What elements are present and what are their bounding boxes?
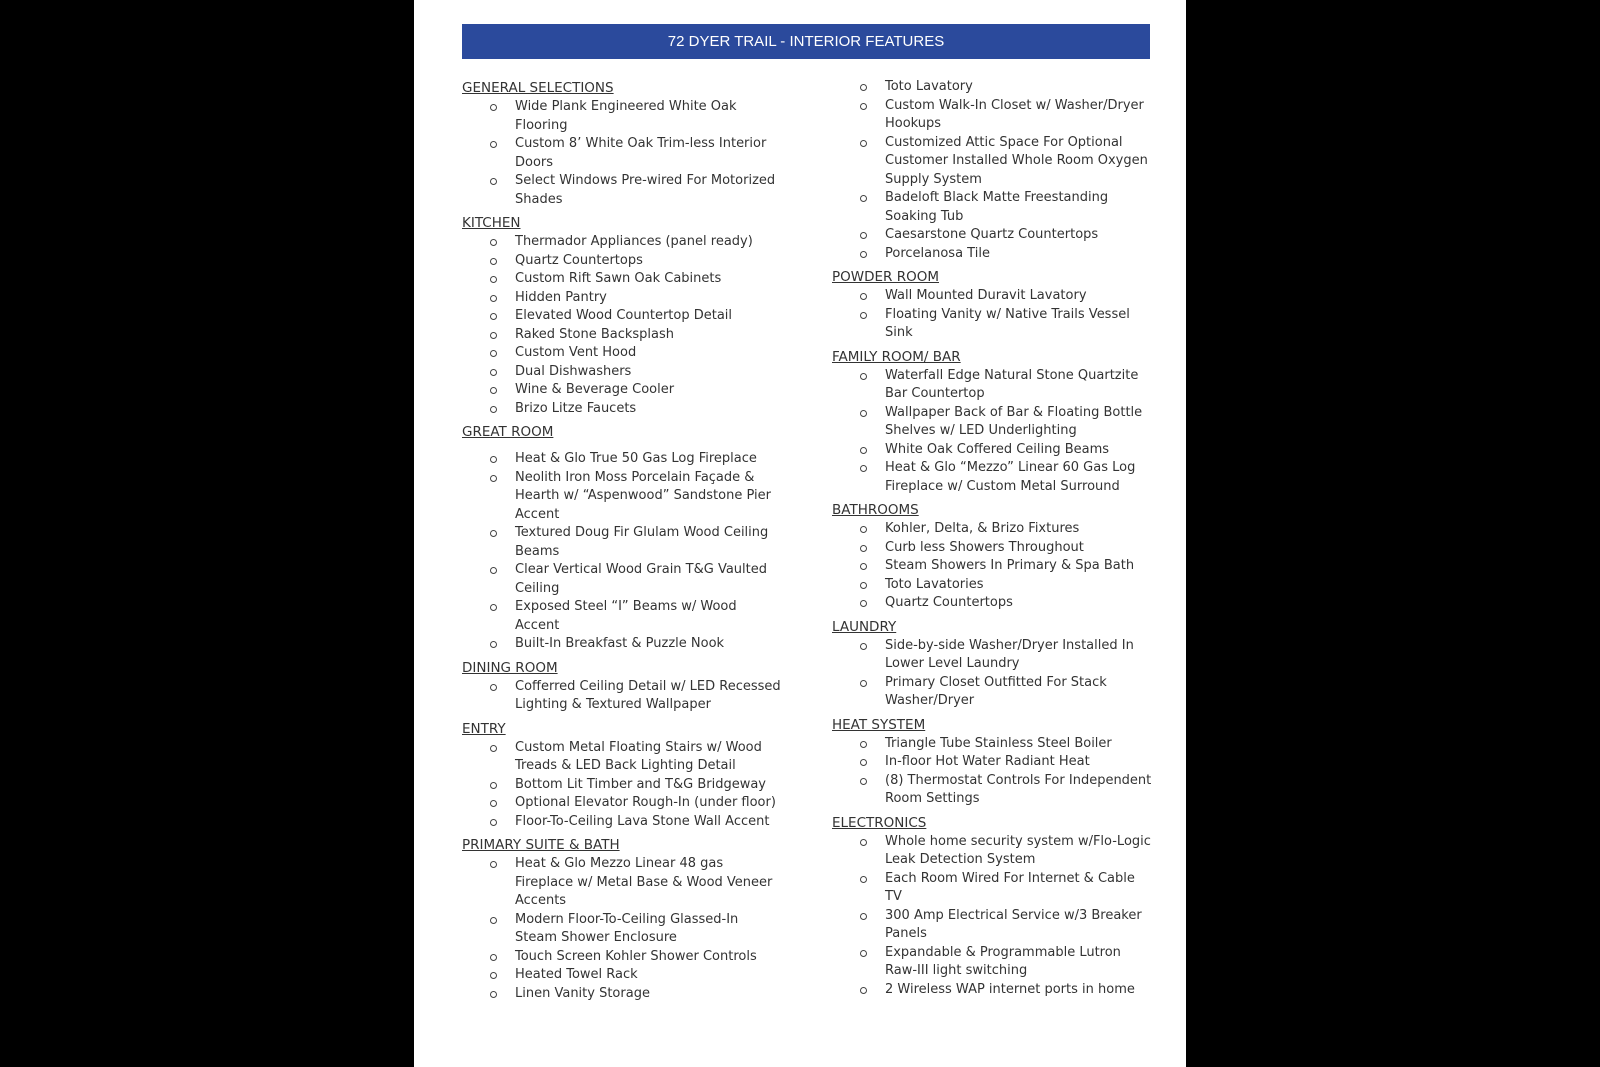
list-item-text: Wall Mounted Duravit Lavatory	[885, 288, 1087, 303]
feature-list	[462, 98, 782, 209]
feature-list	[832, 735, 1152, 809]
list-item-text: Toto Lavatories	[885, 576, 984, 592]
list-item-text: Optional Elevator Rough-In (under floor)	[515, 795, 776, 810]
list-item-text: Heat & Glo “Mezzo” Linear 60 Gas Log Fireplace w/ Custom Metal Surround	[885, 460, 1136, 494]
feature-list	[462, 450, 782, 654]
circle-bullet-icon	[860, 312, 867, 319]
circle-bullet-icon	[860, 759, 867, 766]
circle-bullet-icon	[490, 456, 497, 463]
circle-bullet-icon	[860, 410, 867, 417]
list-item-text: In-floor Hot Water Radiant Heat	[885, 754, 1090, 769]
list-item-text: Clear Vertical Wood Grain T&G Vaulted Ceiling	[515, 562, 768, 596]
list-item	[832, 557, 1152, 576]
circle-bullet-icon	[490, 313, 497, 320]
section-great-room	[462, 422, 782, 654]
list-item-text: Raked Stone Backsplash	[515, 326, 675, 342]
section-heading: GREAT ROOM	[462, 424, 554, 440]
list-item	[462, 326, 782, 345]
feature-list	[832, 287, 1152, 343]
circle-bullet-icon	[490, 387, 497, 394]
list-item	[832, 539, 1152, 558]
list-item	[462, 948, 782, 967]
right-column	[832, 78, 1152, 1003]
feature-list	[462, 678, 782, 715]
circle-bullet-icon	[860, 140, 867, 147]
list-item	[832, 674, 1152, 711]
list-item-text: Customized Attic Space For Optional Customer Installed Whole Room Oxygen Supply System	[885, 134, 1148, 187]
section-heading: BATHROOMS	[832, 502, 919, 518]
circle-bullet-icon	[490, 475, 497, 482]
circle-bullet-icon	[490, 819, 497, 826]
list-item	[462, 381, 782, 400]
list-item-text: Thermador Appliances (panel ready)	[515, 234, 753, 249]
list-item	[832, 226, 1152, 245]
list-item-text: Select Windows Pre-wired For Motorized Shades	[515, 173, 776, 207]
list-item	[462, 739, 782, 776]
list-item	[462, 233, 782, 252]
circle-bullet-icon	[860, 582, 867, 589]
section-heading: KITCHEN	[462, 215, 521, 231]
section-heat-system	[832, 715, 1152, 809]
section-heading: PRIMARY SUITE & BATH	[462, 837, 620, 853]
circle-bullet-icon	[490, 991, 497, 998]
list-item	[832, 735, 1152, 754]
section-continued	[832, 78, 1152, 263]
circle-bullet-icon	[490, 861, 497, 868]
list-item-text: Custom Vent Hood	[515, 345, 637, 360]
list-item-text: (8) Thermostat Controls For Independent Room Settings	[885, 772, 1152, 806]
list-item	[832, 367, 1152, 404]
list-item	[462, 135, 782, 172]
list-item	[832, 441, 1152, 460]
circle-bullet-icon	[860, 987, 867, 994]
circle-bullet-icon	[490, 350, 497, 357]
circle-bullet-icon	[860, 778, 867, 785]
feature-list	[832, 637, 1152, 711]
list-item	[832, 753, 1152, 772]
list-item-text: Elevated Wood Countertop Detail	[515, 308, 733, 323]
list-item	[832, 97, 1152, 134]
list-item-text: Wallpaper Back of Bar & Floating Bottle Shelves w/ LED Underlighting	[885, 404, 1143, 438]
list-item-text: Heat & Glo Mezzo Linear 48 gas Fireplace w/ Metal Base & Wood Veneer Accents	[515, 856, 773, 908]
circle-bullet-icon	[860, 563, 867, 570]
list-item	[832, 981, 1152, 1000]
list-item-text: Caesarstone Quartz Countertops	[885, 227, 1099, 242]
list-item-text: Whole home security system w/Flo-Logic Leak Detection System	[885, 833, 1151, 867]
list-item-text: Exposed Steel “I” Beams w/ Wood Accent	[515, 599, 737, 633]
list-item	[462, 966, 782, 985]
list-item	[832, 907, 1152, 944]
section-powder-room	[832, 267, 1152, 343]
list-item	[832, 134, 1152, 190]
section-heading: ENTRY	[462, 720, 506, 737]
list-item-text: Textured Doug Fir Glulam Wood Ceiling Beams	[515, 525, 769, 559]
feature-list	[832, 78, 1152, 263]
circle-bullet-icon	[490, 745, 497, 752]
left-column	[462, 78, 782, 1007]
document-page	[414, 0, 1186, 1067]
circle-bullet-icon	[490, 258, 497, 265]
section-heading: POWDER ROOM	[832, 269, 939, 285]
list-item-text: Hidden Pantry	[515, 289, 607, 305]
section-heading: HEAT SYSTEM	[832, 716, 926, 733]
circle-bullet-icon	[490, 406, 497, 413]
list-item-text: Badeloft Black Matte Freestanding Soaking Tub	[885, 190, 1109, 224]
list-item	[462, 344, 782, 363]
feature-list	[832, 833, 1152, 1000]
circle-bullet-icon	[860, 545, 867, 552]
list-item-text: Each Room Wired For Internet & Cable TV	[885, 870, 1135, 904]
section-dining-room	[462, 658, 782, 715]
list-item-text: Curb less Showers Throughout	[885, 539, 1084, 555]
list-item-text: Primary Closet Outfitted For Stack Washer/Dryer	[885, 674, 1107, 708]
list-item	[462, 911, 782, 948]
circle-bullet-icon	[860, 232, 867, 239]
list-item-text: Linen Vanity Storage	[515, 985, 650, 1001]
feature-list	[462, 233, 782, 418]
section-heading: LAUNDRY	[832, 618, 897, 635]
circle-bullet-icon	[490, 782, 497, 789]
circle-bullet-icon	[490, 972, 497, 979]
feature-list	[462, 739, 782, 832]
list-item-text: Toto Lavatory	[885, 79, 973, 94]
list-item	[832, 772, 1152, 809]
circle-bullet-icon	[490, 104, 497, 111]
list-item-text: Expandable & Programmable Lutron Raw-III light switching	[885, 944, 1121, 978]
list-item-text: Kohler, Delta, & Brizo Fixtures	[885, 521, 1080, 536]
list-item	[462, 98, 782, 135]
list-item	[462, 985, 782, 1004]
list-item	[462, 400, 782, 419]
list-item-text: Quartz Countertops	[885, 595, 1013, 610]
list-item-text: Touch Screen Kohler Shower Controls	[515, 948, 757, 964]
section-bathrooms	[832, 500, 1152, 613]
list-item-text: White Oak Coffered Ceiling Beams	[885, 441, 1110, 457]
list-item-text: Heat & Glo True 50 Gas Log Fireplace	[515, 451, 757, 466]
circle-bullet-icon	[860, 741, 867, 748]
feature-list	[462, 855, 782, 1003]
list-item	[462, 635, 782, 654]
section-heading: FAMILY ROOM/ BAR	[832, 348, 961, 365]
list-item-text: Steam Showers In Primary & Spa Bath	[885, 558, 1135, 573]
section-electronics	[832, 813, 1152, 1000]
section-general-selections	[462, 78, 782, 209]
circle-bullet-icon	[860, 251, 867, 258]
circle-bullet-icon	[860, 950, 867, 957]
circle-bullet-icon	[490, 641, 497, 648]
section-laundry	[832, 617, 1152, 711]
list-item	[832, 637, 1152, 674]
list-item	[832, 594, 1152, 613]
list-item	[462, 172, 782, 209]
list-item-text: Dual Dishwashers	[515, 363, 632, 379]
circle-bullet-icon	[860, 643, 867, 650]
list-item-text: 2 Wireless WAP internet ports in home	[885, 981, 1135, 997]
list-item-text: Custom Rift Sawn Oak Cabinets	[515, 271, 722, 286]
circle-bullet-icon	[490, 178, 497, 185]
list-item-text: Modern Floor-To-Ceiling Glassed-In Steam Shower Enclosure	[515, 911, 739, 945]
list-item	[832, 245, 1152, 264]
section-family-room-bar	[832, 347, 1152, 497]
circle-bullet-icon	[490, 567, 497, 574]
list-item-text: Quartz Countertops	[515, 252, 643, 268]
list-item	[462, 524, 782, 561]
circle-bullet-icon	[490, 239, 497, 246]
circle-bullet-icon	[860, 84, 867, 91]
circle-bullet-icon	[490, 800, 497, 807]
list-item	[462, 794, 782, 813]
list-item	[462, 307, 782, 326]
list-item	[832, 189, 1152, 226]
list-item-text: Porcelanosa Tile	[885, 245, 990, 261]
circle-bullet-icon	[860, 465, 867, 472]
list-item-text: Floating Vanity w/ Native Trails Vessel Sink	[885, 306, 1130, 340]
circle-bullet-icon	[860, 293, 867, 300]
list-item	[832, 287, 1152, 306]
circle-bullet-icon	[860, 839, 867, 846]
list-item	[462, 469, 782, 525]
list-item-text: 300 Amp Electrical Service w/3 Breaker Panels	[885, 907, 1142, 941]
list-item	[832, 576, 1152, 595]
circle-bullet-icon	[490, 604, 497, 611]
circle-bullet-icon	[860, 876, 867, 883]
list-item	[832, 78, 1152, 97]
list-item-text: Cofferred Ceiling Detail w/ LED Recessed Lighting & Textured Wallpaper	[515, 678, 781, 712]
list-item-text: Bottom Lit Timber and T&G Bridgeway	[515, 776, 766, 792]
circle-bullet-icon	[860, 526, 867, 533]
section-entry	[462, 719, 782, 832]
circle-bullet-icon	[490, 295, 497, 302]
section-heading: GENERAL SELECTIONS	[462, 80, 614, 96]
list-item-text: Custom Walk-In Closet w/ Washer/Dryer Hookups	[885, 97, 1144, 131]
circle-bullet-icon	[860, 600, 867, 607]
list-item	[462, 855, 782, 911]
list-item	[832, 306, 1152, 343]
list-item-text: Floor-To-Ceiling Lava Stone Wall Accent	[515, 813, 770, 829]
circle-bullet-icon	[490, 684, 497, 691]
circle-bullet-icon	[860, 103, 867, 110]
list-item	[462, 561, 782, 598]
list-item-text: Custom 8’ White Oak Trim-less Interior Doors	[515, 136, 767, 170]
list-item	[832, 833, 1152, 870]
section-kitchen	[462, 213, 782, 418]
spacer	[462, 442, 782, 450]
list-item-text: Heated Towel Rack	[515, 967, 638, 982]
list-item	[462, 813, 782, 832]
list-item	[832, 459, 1152, 496]
circle-bullet-icon	[490, 954, 497, 961]
list-item-text: Brizo Litze Faucets	[515, 400, 637, 416]
list-item-text: Wide Plank Engineered White Oak Flooring	[515, 99, 737, 133]
circle-bullet-icon	[490, 332, 497, 339]
circle-bullet-icon	[490, 917, 497, 924]
section-heading: ELECTRONICS	[832, 814, 927, 831]
list-item-text: Triangle Tube Stainless Steel Boiler	[885, 735, 1112, 751]
circle-bullet-icon	[860, 373, 867, 380]
circle-bullet-icon	[860, 680, 867, 687]
circle-bullet-icon	[860, 447, 867, 454]
list-item	[832, 870, 1152, 907]
feature-list	[832, 520, 1152, 613]
list-item-text: Waterfall Edge Natural Stone Quartzite Bar Countertop	[885, 367, 1139, 401]
list-item	[462, 598, 782, 635]
circle-bullet-icon	[490, 369, 497, 376]
circle-bullet-icon	[490, 530, 497, 537]
list-item-text: Built-In Breakfast & Puzzle Nook	[515, 636, 725, 651]
list-item	[462, 678, 782, 715]
section-primary-suite-bath	[462, 835, 782, 1003]
list-item-text: Neolith Iron Moss Porcelain Façade & Hearth w/ “Aspenwood” Sandstone Pier Accent	[515, 469, 771, 522]
circle-bullet-icon	[860, 195, 867, 202]
feature-list	[832, 367, 1152, 497]
list-item	[462, 363, 782, 382]
list-item	[832, 404, 1152, 441]
list-item	[462, 776, 782, 795]
circle-bullet-icon	[860, 913, 867, 920]
list-item	[832, 944, 1152, 981]
circle-bullet-icon	[490, 276, 497, 283]
circle-bullet-icon	[490, 141, 497, 148]
list-item	[462, 450, 782, 469]
section-heading: DINING ROOM	[462, 659, 558, 676]
list-item	[462, 270, 782, 289]
page-title: 72 DYER TRAIL - INTERIOR FEATURES	[462, 24, 1150, 59]
list-item-text: Side-by-side Washer/Dryer Installed In Lower Level Laundry	[885, 637, 1134, 671]
list-item-text: Custom Metal Floating Stairs w/ Wood Treads & LED Back Lighting Detail	[515, 739, 762, 773]
list-item-text: Wine & Beverage Cooler	[515, 382, 675, 397]
list-item	[462, 289, 782, 308]
list-item	[462, 252, 782, 271]
list-item	[832, 520, 1152, 539]
